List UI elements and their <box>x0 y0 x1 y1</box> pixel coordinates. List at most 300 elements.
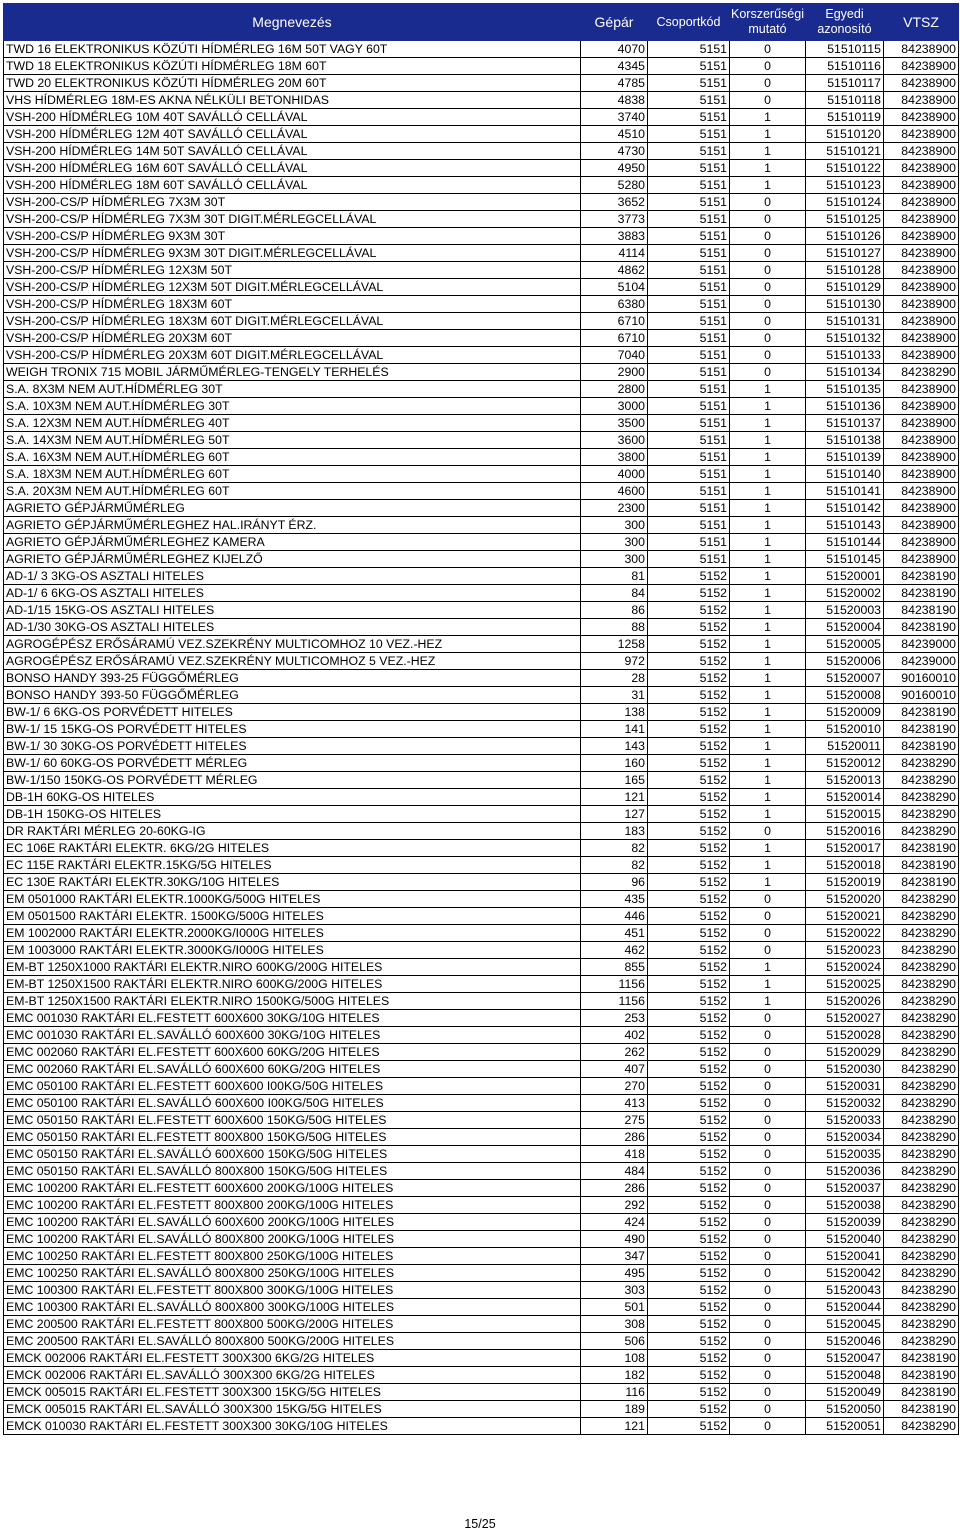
table-row <box>4 1384 959 1401</box>
cell-egyedi-azonosito: 51520019 <box>806 874 884 891</box>
cell-egyedi-azonosito: 51520044 <box>806 1299 884 1316</box>
cell-gepar: 2800 <box>581 381 648 398</box>
cell-gepar: 262 <box>581 1044 648 1061</box>
table-row <box>4 517 959 534</box>
table-row <box>4 483 959 500</box>
cell-korszerusegi: 0 <box>730 1180 806 1197</box>
cell-korszerusegi: 1 <box>730 534 806 551</box>
cell-korszerusegi: 0 <box>730 1129 806 1146</box>
cell-megnevezes: EM 0501500 RAKTÁRI ELEKTR. 1500KG/500G HITELES <box>4 908 581 925</box>
header-korszerusegi-line2: mutató <box>748 22 787 36</box>
table-row <box>4 245 959 262</box>
cell-gepar: 84 <box>581 585 648 602</box>
cell-gepar: 451 <box>581 925 648 942</box>
table-row <box>4 500 959 517</box>
cell-csoportkod: 5152 <box>648 1367 730 1384</box>
cell-korszerusegi: 1 <box>730 415 806 432</box>
cell-korszerusegi: 1 <box>730 160 806 177</box>
cell-egyedi-azonosito: 51510120 <box>806 126 884 143</box>
cell-vtsz: 84238190 <box>884 840 959 857</box>
cell-vtsz: 84238290 <box>884 891 959 908</box>
cell-gepar: 31 <box>581 687 648 704</box>
cell-egyedi-azonosito: 51520009 <box>806 704 884 721</box>
cell-korszerusegi: 0 <box>730 75 806 92</box>
cell-gepar: 300 <box>581 534 648 551</box>
cell-csoportkod: 5152 <box>648 1248 730 1265</box>
cell-vtsz: 84238900 <box>884 398 959 415</box>
cell-gepar: 5104 <box>581 279 648 296</box>
cell-gepar: 82 <box>581 857 648 874</box>
cell-vtsz: 84238290 <box>884 1044 959 1061</box>
cell-vtsz: 84238900 <box>884 432 959 449</box>
cell-vtsz: 84238190 <box>884 1384 959 1401</box>
cell-gepar: 435 <box>581 891 648 908</box>
cell-csoportkod: 5152 <box>648 1214 730 1231</box>
cell-korszerusegi: 1 <box>730 619 806 636</box>
cell-korszerusegi: 1 <box>730 789 806 806</box>
cell-megnevezes: EMC 001030 RAKTÁRI EL.FESTETT 600X600 30KG/10G HITELES <box>4 1010 581 1027</box>
cell-gepar: 2300 <box>581 500 648 517</box>
cell-megnevezes: VSH-200-CS/P HÍDMÉRLEG 9X3M 30T <box>4 228 581 245</box>
cell-vtsz: 84238900 <box>884 347 959 364</box>
header-egyedi-line1: Egyedi <box>825 7 864 21</box>
cell-gepar: 183 <box>581 823 648 840</box>
cell-vtsz: 84238900 <box>884 313 959 330</box>
cell-gepar: 501 <box>581 1299 648 1316</box>
cell-megnevezes: VSH-200 HÍDMÉRLEG 16M 60T SAVÁLLÓ CELLÁVAL <box>4 160 581 177</box>
cell-vtsz: 84238290 <box>884 1248 959 1265</box>
cell-korszerusegi: 0 <box>730 228 806 245</box>
cell-csoportkod: 5152 <box>648 925 730 942</box>
cell-megnevezes: S.A. 8X3M NEM AUT.HÍDMÉRLEG 30T <box>4 381 581 398</box>
cell-egyedi-azonosito: 51520042 <box>806 1265 884 1282</box>
cell-egyedi-azonosito: 51510116 <box>806 58 884 75</box>
cell-egyedi-azonosito: 51520023 <box>806 942 884 959</box>
cell-egyedi-azonosito: 51510129 <box>806 279 884 296</box>
table-row <box>4 466 959 483</box>
table-row <box>4 1112 959 1129</box>
cell-korszerusegi: 1 <box>730 857 806 874</box>
cell-korszerusegi: 1 <box>730 602 806 619</box>
cell-vtsz: 84238900 <box>884 194 959 211</box>
cell-korszerusegi: 0 <box>730 1384 806 1401</box>
cell-egyedi-azonosito: 51510143 <box>806 517 884 534</box>
cell-korszerusegi: 0 <box>730 1214 806 1231</box>
cell-megnevezes: EM 1002000 RAKTÁRI ELEKTR.2000KG/I000G HITELES <box>4 925 581 942</box>
cell-gepar: 462 <box>581 942 648 959</box>
cell-korszerusegi: 0 <box>730 194 806 211</box>
cell-egyedi-azonosito: 51520025 <box>806 976 884 993</box>
cell-csoportkod: 5152 <box>648 738 730 755</box>
cell-csoportkod: 5152 <box>648 1197 730 1214</box>
cell-vtsz: 84238190 <box>884 738 959 755</box>
table-row <box>4 976 959 993</box>
cell-korszerusegi: 1 <box>730 432 806 449</box>
cell-megnevezes: VSH-200 HÍDMÉRLEG 14M 50T SAVÁLLÓ CELLÁVAL <box>4 143 581 160</box>
cell-gepar: 4000 <box>581 466 648 483</box>
cell-korszerusegi: 1 <box>730 466 806 483</box>
cell-gepar: 121 <box>581 789 648 806</box>
cell-megnevezes: BW-1/150 150KG-OS PORVÉDETT MÉRLEG <box>4 772 581 789</box>
cell-egyedi-azonosito: 51510122 <box>806 160 884 177</box>
cell-gepar: 286 <box>581 1129 648 1146</box>
cell-korszerusegi: 0 <box>730 92 806 109</box>
cell-egyedi-azonosito: 51510115 <box>806 41 884 58</box>
cell-vtsz: 84238290 <box>884 806 959 823</box>
cell-gepar: 81 <box>581 568 648 585</box>
cell-vtsz: 90160010 <box>884 670 959 687</box>
cell-korszerusegi: 1 <box>730 704 806 721</box>
cell-egyedi-azonosito: 51520031 <box>806 1078 884 1095</box>
cell-gepar: 275 <box>581 1112 648 1129</box>
cell-korszerusegi: 1 <box>730 755 806 772</box>
cell-gepar: 6710 <box>581 313 648 330</box>
cell-csoportkod: 5152 <box>648 1350 730 1367</box>
cell-csoportkod: 5152 <box>648 908 730 925</box>
cell-megnevezes: EMC 100300 RAKTÁRI EL.FESTETT 800X800 300KG/100G HITELES <box>4 1282 581 1299</box>
cell-megnevezes: VSH-200-CS/P HÍDMÉRLEG 20X3M 60T <box>4 330 581 347</box>
cell-megnevezes: AGROGÉPÉSZ ERŐSÁRAMÚ VEZ.SZEKRÉNY MULTICOMHOZ 10 VEZ.-HEZ <box>4 636 581 653</box>
cell-korszerusegi: 0 <box>730 347 806 364</box>
cell-gepar: 143 <box>581 738 648 755</box>
table-row <box>4 704 959 721</box>
cell-vtsz: 84238290 <box>884 1214 959 1231</box>
cell-gepar: 6380 <box>581 296 648 313</box>
cell-megnevezes: EM 1003000 RAKTÁRI ELEKTR.3000KG/I000G HITELES <box>4 942 581 959</box>
cell-megnevezes: S.A. 14X3M NEM AUT.HÍDMÉRLEG 50T <box>4 432 581 449</box>
cell-korszerusegi: 1 <box>730 551 806 568</box>
cell-korszerusegi: 0 <box>730 1333 806 1350</box>
table-row <box>4 806 959 823</box>
cell-korszerusegi: 0 <box>730 925 806 942</box>
cell-korszerusegi: 0 <box>730 1367 806 1384</box>
cell-gepar: 165 <box>581 772 648 789</box>
table-row <box>4 857 959 874</box>
cell-korszerusegi: 1 <box>730 585 806 602</box>
cell-megnevezes: EM-BT 1250X1500 RAKTÁRI ELEKTR.NIRO 600KG/200G HITELES <box>4 976 581 993</box>
cell-korszerusegi: 0 <box>730 1146 806 1163</box>
cell-korszerusegi: 0 <box>730 1027 806 1044</box>
cell-megnevezes: S.A. 16X3M NEM AUT.HÍDMÉRLEG 60T <box>4 449 581 466</box>
cell-megnevezes: EMC 050150 RAKTÁRI EL.FESTETT 800X800 150KG/50G HITELES <box>4 1129 581 1146</box>
cell-vtsz: 84238290 <box>884 1163 959 1180</box>
cell-egyedi-azonosito: 51520037 <box>806 1180 884 1197</box>
cell-korszerusegi: 1 <box>730 959 806 976</box>
cell-csoportkod: 5152 <box>648 636 730 653</box>
cell-korszerusegi: 1 <box>730 806 806 823</box>
table-row <box>4 1248 959 1265</box>
cell-vtsz: 84238290 <box>884 1112 959 1129</box>
cell-megnevezes: VSH-200-CS/P HÍDMÉRLEG 12X3M 50T <box>4 262 581 279</box>
cell-korszerusegi: 0 <box>730 313 806 330</box>
cell-csoportkod: 5152 <box>648 857 730 874</box>
cell-megnevezes: BW-1/ 15 15KG-OS PORVÉDETT HITELES <box>4 721 581 738</box>
cell-egyedi-azonosito: 51520004 <box>806 619 884 636</box>
cell-vtsz: 84239000 <box>884 653 959 670</box>
cell-csoportkod: 5152 <box>648 687 730 704</box>
cell-gepar: 4345 <box>581 58 648 75</box>
table-row <box>4 1418 959 1435</box>
cell-megnevezes: EMCK 005015 RAKTÁRI EL.SAVÁLLÓ 300X300 15KG/5G HITELES <box>4 1401 581 1418</box>
table-row <box>4 908 959 925</box>
cell-egyedi-azonosito: 51520008 <box>806 687 884 704</box>
table-row <box>4 551 959 568</box>
cell-megnevezes: AGRIETO GÉPJÁRMŰMÉRLEG <box>4 500 581 517</box>
cell-gepar: 138 <box>581 704 648 721</box>
table-row <box>4 228 959 245</box>
cell-megnevezes: EM-BT 1250X1500 RAKTÁRI ELEKTR.NIRO 1500KG/500G HITELES <box>4 993 581 1010</box>
cell-vtsz: 84238900 <box>884 381 959 398</box>
cell-korszerusegi: 0 <box>730 58 806 75</box>
cell-korszerusegi: 0 <box>730 211 806 228</box>
cell-megnevezes: VHS HÍDMÉRLEG 18M-ES AKNA NÉLKÜLI BETONHIDAS <box>4 92 581 109</box>
cell-korszerusegi: 0 <box>730 330 806 347</box>
cell-gepar: 127 <box>581 806 648 823</box>
cell-vtsz: 84238290 <box>884 1316 959 1333</box>
cell-megnevezes: EMC 100200 RAKTÁRI EL.SAVÁLLÓ 800X800 200KG/100G HITELES <box>4 1231 581 1248</box>
cell-egyedi-azonosito: 51510130 <box>806 296 884 313</box>
cell-vtsz: 84238290 <box>884 1418 959 1435</box>
cell-egyedi-azonosito: 51520030 <box>806 1061 884 1078</box>
cell-megnevezes: EMCK 002006 RAKTÁRI EL.SAVÁLLÓ 300X300 6KG/2G HITELES <box>4 1367 581 1384</box>
cell-megnevezes: EM 0501000 RAKTÁRI ELEKTR.1000KG/500G HITELES <box>4 891 581 908</box>
cell-korszerusegi: 1 <box>730 721 806 738</box>
cell-korszerusegi: 0 <box>730 1044 806 1061</box>
cell-egyedi-azonosito: 51520014 <box>806 789 884 806</box>
cell-egyedi-azonosito: 51510144 <box>806 534 884 551</box>
cell-vtsz: 84238900 <box>884 517 959 534</box>
cell-vtsz: 84238900 <box>884 143 959 160</box>
cell-egyedi-azonosito: 51520040 <box>806 1231 884 1248</box>
cell-korszerusegi: 0 <box>730 1265 806 1282</box>
cell-egyedi-azonosito: 51510126 <box>806 228 884 245</box>
cell-vtsz: 84238290 <box>884 1061 959 1078</box>
cell-egyedi-azonosito: 51520051 <box>806 1418 884 1435</box>
cell-megnevezes: EMC 002060 RAKTÁRI EL.FESTETT 600X600 60KG/20G HITELES <box>4 1044 581 1061</box>
cell-gepar: 189 <box>581 1401 648 1418</box>
table-row <box>4 1265 959 1282</box>
cell-vtsz: 84238900 <box>884 551 959 568</box>
cell-egyedi-azonosito: 51520050 <box>806 1401 884 1418</box>
table-row <box>4 364 959 381</box>
cell-egyedi-azonosito: 51520011 <box>806 738 884 755</box>
cell-gepar: 300 <box>581 517 648 534</box>
table-row <box>4 313 959 330</box>
cell-megnevezes: AD-1/15 15KG-OS ASZTALI HITELES <box>4 602 581 619</box>
header-egyedi <box>806 4 884 41</box>
cell-korszerusegi: 1 <box>730 976 806 993</box>
cell-csoportkod: 5152 <box>648 755 730 772</box>
cell-megnevezes: WEIGH TRONIX 715 MOBIL JÁRMŰMÉRLEG-TENGELY TERHELÉS <box>4 364 581 381</box>
cell-csoportkod: 5152 <box>648 840 730 857</box>
cell-csoportkod: 5151 <box>648 75 730 92</box>
cell-megnevezes: EM-BT 1250X1000 RAKTÁRI ELEKTR.NIRO 600KG/200G HITELES <box>4 959 581 976</box>
cell-csoportkod: 5152 <box>648 670 730 687</box>
table-row <box>4 449 959 466</box>
cell-korszerusegi: 1 <box>730 993 806 1010</box>
cell-csoportkod: 5152 <box>648 1401 730 1418</box>
cell-korszerusegi: 1 <box>730 568 806 585</box>
cell-vtsz: 84238900 <box>884 58 959 75</box>
cell-csoportkod: 5152 <box>648 959 730 976</box>
cell-egyedi-azonosito: 51520002 <box>806 585 884 602</box>
cell-korszerusegi: 1 <box>730 109 806 126</box>
header-gepar: Gépár <box>581 4 648 41</box>
cell-csoportkod: 5152 <box>648 1129 730 1146</box>
cell-egyedi-azonosito: 51510117 <box>806 75 884 92</box>
cell-megnevezes: EMC 200500 RAKTÁRI EL.SAVÁLLÓ 800X800 500KG/200G HITELES <box>4 1333 581 1350</box>
table-row <box>4 738 959 755</box>
cell-gepar: 4785 <box>581 75 648 92</box>
cell-csoportkod: 5152 <box>648 602 730 619</box>
cell-korszerusegi: 0 <box>730 41 806 58</box>
cell-megnevezes: EC 115E RAKTÁRI ELEKTR.15KG/5G HITELES <box>4 857 581 874</box>
table-row <box>4 1401 959 1418</box>
cell-csoportkod: 5152 <box>648 1333 730 1350</box>
table-row <box>4 874 959 891</box>
cell-megnevezes: EMC 050100 RAKTÁRI EL.FESTETT 600X600 I00KG/50G HITELES <box>4 1078 581 1095</box>
cell-vtsz: 84238290 <box>884 908 959 925</box>
cell-megnevezes: AGRIETO GÉPJÁRMŰMÉRLEGHEZ HAL.IRÁNYT ÉRZ. <box>4 517 581 534</box>
table-row <box>4 126 959 143</box>
cell-vtsz: 84238900 <box>884 109 959 126</box>
cell-csoportkod: 5151 <box>648 296 730 313</box>
cell-csoportkod: 5152 <box>648 1282 730 1299</box>
cell-csoportkod: 5152 <box>648 942 730 959</box>
cell-gepar: 286 <box>581 1180 648 1197</box>
cell-vtsz: 84238190 <box>884 721 959 738</box>
cell-megnevezes: S.A. 10X3M NEM AUT.HÍDMÉRLEG 30T <box>4 398 581 415</box>
cell-egyedi-azonosito: 51520049 <box>806 1384 884 1401</box>
cell-megnevezes: AGROGÉPÉSZ ERŐSÁRAMÚ VEZ.SZEKRÉNY MULTICOMHOZ 5 VEZ.-HEZ <box>4 653 581 670</box>
cell-megnevezes: TWD 16 ELEKTRONIKUS KÖZÚTI HÍDMÉRLEG 16M 50T VAGY 60T <box>4 41 581 58</box>
cell-csoportkod: 5151 <box>648 381 730 398</box>
table-row <box>4 653 959 670</box>
table-row <box>4 1214 959 1231</box>
cell-gepar: 4070 <box>581 41 648 58</box>
cell-korszerusegi: 1 <box>730 449 806 466</box>
cell-gepar: 88 <box>581 619 648 636</box>
cell-gepar: 3652 <box>581 194 648 211</box>
cell-csoportkod: 5151 <box>648 483 730 500</box>
cell-egyedi-azonosito: 51520012 <box>806 755 884 772</box>
cell-gepar: 855 <box>581 959 648 976</box>
cell-egyedi-azonosito: 51510138 <box>806 432 884 449</box>
cell-megnevezes: VSH-200 HÍDMÉRLEG 12M 40T SAVÁLLÓ CELLÁVAL <box>4 126 581 143</box>
cell-vtsz: 84238290 <box>884 1129 959 1146</box>
cell-vtsz: 84238290 <box>884 1265 959 1282</box>
cell-gepar: 303 <box>581 1282 648 1299</box>
cell-gepar: 407 <box>581 1061 648 1078</box>
cell-gepar: 506 <box>581 1333 648 1350</box>
table-row <box>4 534 959 551</box>
cell-korszerusegi: 1 <box>730 874 806 891</box>
table-row <box>4 823 959 840</box>
cell-csoportkod: 5151 <box>648 58 730 75</box>
table-row <box>4 1078 959 1095</box>
cell-egyedi-azonosito: 51520006 <box>806 653 884 670</box>
cell-gepar: 300 <box>581 551 648 568</box>
cell-gepar: 495 <box>581 1265 648 1282</box>
cell-egyedi-azonosito: 51510119 <box>806 109 884 126</box>
table-row <box>4 1350 959 1367</box>
cell-vtsz: 84238290 <box>884 1078 959 1095</box>
header-csoportkod: Csoportkód <box>648 4 730 41</box>
cell-csoportkod: 5151 <box>648 160 730 177</box>
cell-vtsz: 84238900 <box>884 126 959 143</box>
cell-korszerusegi: 0 <box>730 1061 806 1078</box>
table-row <box>4 755 959 772</box>
price-list <box>3 3 958 1435</box>
cell-gepar: 28 <box>581 670 648 687</box>
cell-egyedi-azonosito: 51510118 <box>806 92 884 109</box>
cell-egyedi-azonosito: 51520013 <box>806 772 884 789</box>
table-row <box>4 568 959 585</box>
table-row <box>4 619 959 636</box>
cell-gepar: 4950 <box>581 160 648 177</box>
cell-csoportkod: 5152 <box>648 1027 730 1044</box>
table-row <box>4 942 959 959</box>
cell-csoportkod: 5152 <box>648 1078 730 1095</box>
cell-egyedi-azonosito: 51510131 <box>806 313 884 330</box>
cell-egyedi-azonosito: 51510139 <box>806 449 884 466</box>
cell-megnevezes: S.A. 20X3M NEM AUT.HÍDMÉRLEG 60T <box>4 483 581 500</box>
cell-gepar: 2900 <box>581 364 648 381</box>
cell-csoportkod: 5151 <box>648 398 730 415</box>
cell-vtsz: 84238290 <box>884 1010 959 1027</box>
cell-vtsz: 84238900 <box>884 160 959 177</box>
cell-korszerusegi: 0 <box>730 1299 806 1316</box>
table-row <box>4 415 959 432</box>
cell-gepar: 292 <box>581 1197 648 1214</box>
header-vtsz: VTSZ <box>884 4 959 41</box>
table-row <box>4 925 959 942</box>
cell-egyedi-azonosito: 51520016 <box>806 823 884 840</box>
cell-egyedi-azonosito: 51520041 <box>806 1248 884 1265</box>
table-row <box>4 721 959 738</box>
cell-gepar: 4862 <box>581 262 648 279</box>
cell-vtsz: 84238190 <box>884 619 959 636</box>
table-row <box>4 398 959 415</box>
cell-gepar: 484 <box>581 1163 648 1180</box>
cell-egyedi-azonosito: 51510125 <box>806 211 884 228</box>
header-egyedi-line2: azonosító <box>817 22 872 36</box>
cell-csoportkod: 5151 <box>648 211 730 228</box>
cell-csoportkod: 5151 <box>648 109 730 126</box>
cell-vtsz: 84238290 <box>884 789 959 806</box>
cell-egyedi-azonosito: 51510124 <box>806 194 884 211</box>
cell-egyedi-azonosito: 51520033 <box>806 1112 884 1129</box>
cell-csoportkod: 5152 <box>648 1180 730 1197</box>
cell-csoportkod: 5151 <box>648 449 730 466</box>
cell-korszerusegi: 0 <box>730 891 806 908</box>
cell-egyedi-azonosito: 51520047 <box>806 1350 884 1367</box>
cell-vtsz: 90160010 <box>884 687 959 704</box>
cell-egyedi-azonosito: 51510135 <box>806 381 884 398</box>
cell-vtsz: 84238190 <box>884 585 959 602</box>
cell-egyedi-azonosito: 51510121 <box>806 143 884 160</box>
cell-korszerusegi: 0 <box>730 1010 806 1027</box>
table-row <box>4 1316 959 1333</box>
cell-csoportkod: 5151 <box>648 262 730 279</box>
cell-megnevezes: EMC 050150 RAKTÁRI EL.SAVÁLLÓ 600X600 150KG/50G HITELES <box>4 1146 581 1163</box>
table-row <box>4 772 959 789</box>
cell-csoportkod: 5151 <box>648 551 730 568</box>
cell-egyedi-azonosito: 51520032 <box>806 1095 884 1112</box>
table-row <box>4 1333 959 1350</box>
cell-vtsz: 84238190 <box>884 1350 959 1367</box>
cell-csoportkod: 5152 <box>648 619 730 636</box>
